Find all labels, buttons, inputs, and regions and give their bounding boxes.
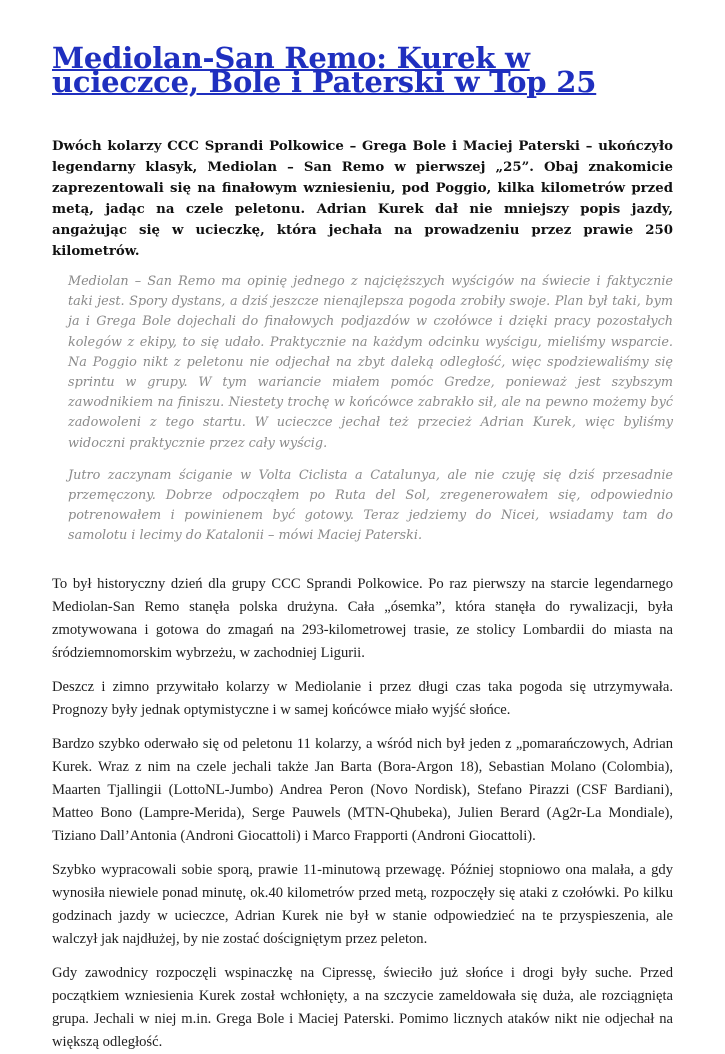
article-title-link[interactable]: Mediolan-San Remo: Kurek w ucieczce, Bole i Paterski w Top 25 [52,41,597,99]
article-body [52,573,673,1054]
body-paragraph: To był historyczny dzień dla grupy CCC Sprandi Polkowice. Po raz pierwszy na starcie legendarnego Mediolan-San Remo stanęła polska drużyna. Cała „ósemka”, która stanęła do rywalizacji, była zmotywowana i gotowa do zmagań na 293-kilometrowej trasie, ze stolicy Lombardii do miasta na śródziemnomorskim wybrzeżu, w zachodniej Ligurii. [52,575,673,661]
quote-paragraph: Jutro zaczynam ściganie w Volta Ciclista a Catalunya, ale nie czuję się dziś przesadnie przemęczony. Dobrze odpocząłem po Ruta del Sol, zregenerowałem się, odpowiednio potrenowałem i powinienem być gotowy. Teraz jedziemy do Nicei, wsiadamy tam do samolotu i lecimy do Katalonii – mówi Maciej Paterski. [68,467,673,544]
body-paragraph: Bardzo szybko oderwało się od peletonu 11 kolarzy, a wśród nich był jeden z „pomarańczowych, Adrian Kurek. Wraz z nim na czele jechali także Jan Barta (Bora-Argon 18), Sebastian Molano (Colombia), Maarten Tjallingii (LottoNL-Jumbo) Andrea Peron (Novo Nordisk), Stefano Pirazzi (CSF Bardiani), Matteo Bono (Lampre-Merida), Serge Pauwels (MTN-Qhubeka), Julien Berard (Ag2r-La Mondiale), Tiziano Dall’Antonia (Androni Giocattoli) i Marco Frapporti (Androni Giocattoli). [52,735,673,844]
body-paragraph: Szybko wypracowali sobie sporą, prawie 11-minutową przewagę. Później stopniowo ona malała, a gdy wynosiła niewiele ponad minutę, ok.40 kilometrów przed metą, rozpoczęły się ataki z czołówki. Po kilku godzinach jazdy w ucieczce, Adrian Kurek nie był w stanie odpowiedzieć na te przyspieszenia, ale walczył jak najdłużej, by nie zostać dościgniętym przez peleton. [52,861,673,947]
body-paragraph: Gdy zawodnicy rozpoczęli wspinaczkę na Cipressę, świeciło już słońce i drogi były suche. Przed początkiem wzniesienia Kurek został wchłonięty, a na szczycie zameldowała się duża, ale rozciągnięta grupa. Jechali w niej m.in. Grega Bole i Maciej Paterski. Pomimo licznych ataków nikt nie odjechał na większą odległość. [52,964,673,1050]
quote-paragraph: Mediolan – San Remo ma opinię jednego z najcięższych wyścigów na świecie i faktycznie taki jest. Spory dystans, a dziś jeszcze nienajlepsza pogoda zrobiły swoje. Plan był taki, bym ja i Grega Bole dojechali do finałowych podjazdów w czołówce i dzięki pracy pozostałych kolegów z ekipy, to się udało. Praktycznie na każdym odcinku wyścigu, mieliśmy wsparcie. Na Poggio nikt z peletonu nie odjechał na zbyt daleką odległość, więc spodziewaliśmy się sprintu w grupy. W tym wariancie miałem pomóc Gredze, ponieważ jest szybszym zawodnikiem na finiszu. Niestety trochę w końcówce zabrakło sił, ale na pewno możemy być zadowoleni z tego startu. W ucieczce jechał też przecież Adrian Kurek, więc byliśmy widoczni praktycznie przez cały wyścig. [68,274,673,451]
body-paragraph: Deszcz i zimno przywitało kolarzy w Mediolanie i przez długi czas taka pogoda się utrzymywała. Prognozy były jednak optymistyczne i w samej końcówce miało wyjść słońce. [52,678,673,718]
article-lead: Dwóch kolarzy CCC Sprandi Polkowice – Grega Bole i Maciej Paterski – ukończyło legendarny klasyk, Mediolan – San Remo w pierwszej „25”. Obaj znakomicie zaprezentowali się na finałowym wzniesieniu, pod Poggio, kilka kilometrów przed metą, jadąc na czele peletonu. Adrian Kurek dał nie mniejszy popis jazdy, angażując się w ucieczkę, która jechała na prowadzeniu przez prawie 250 kilometrów. [52,139,673,259]
pull-quote [68,272,673,547]
